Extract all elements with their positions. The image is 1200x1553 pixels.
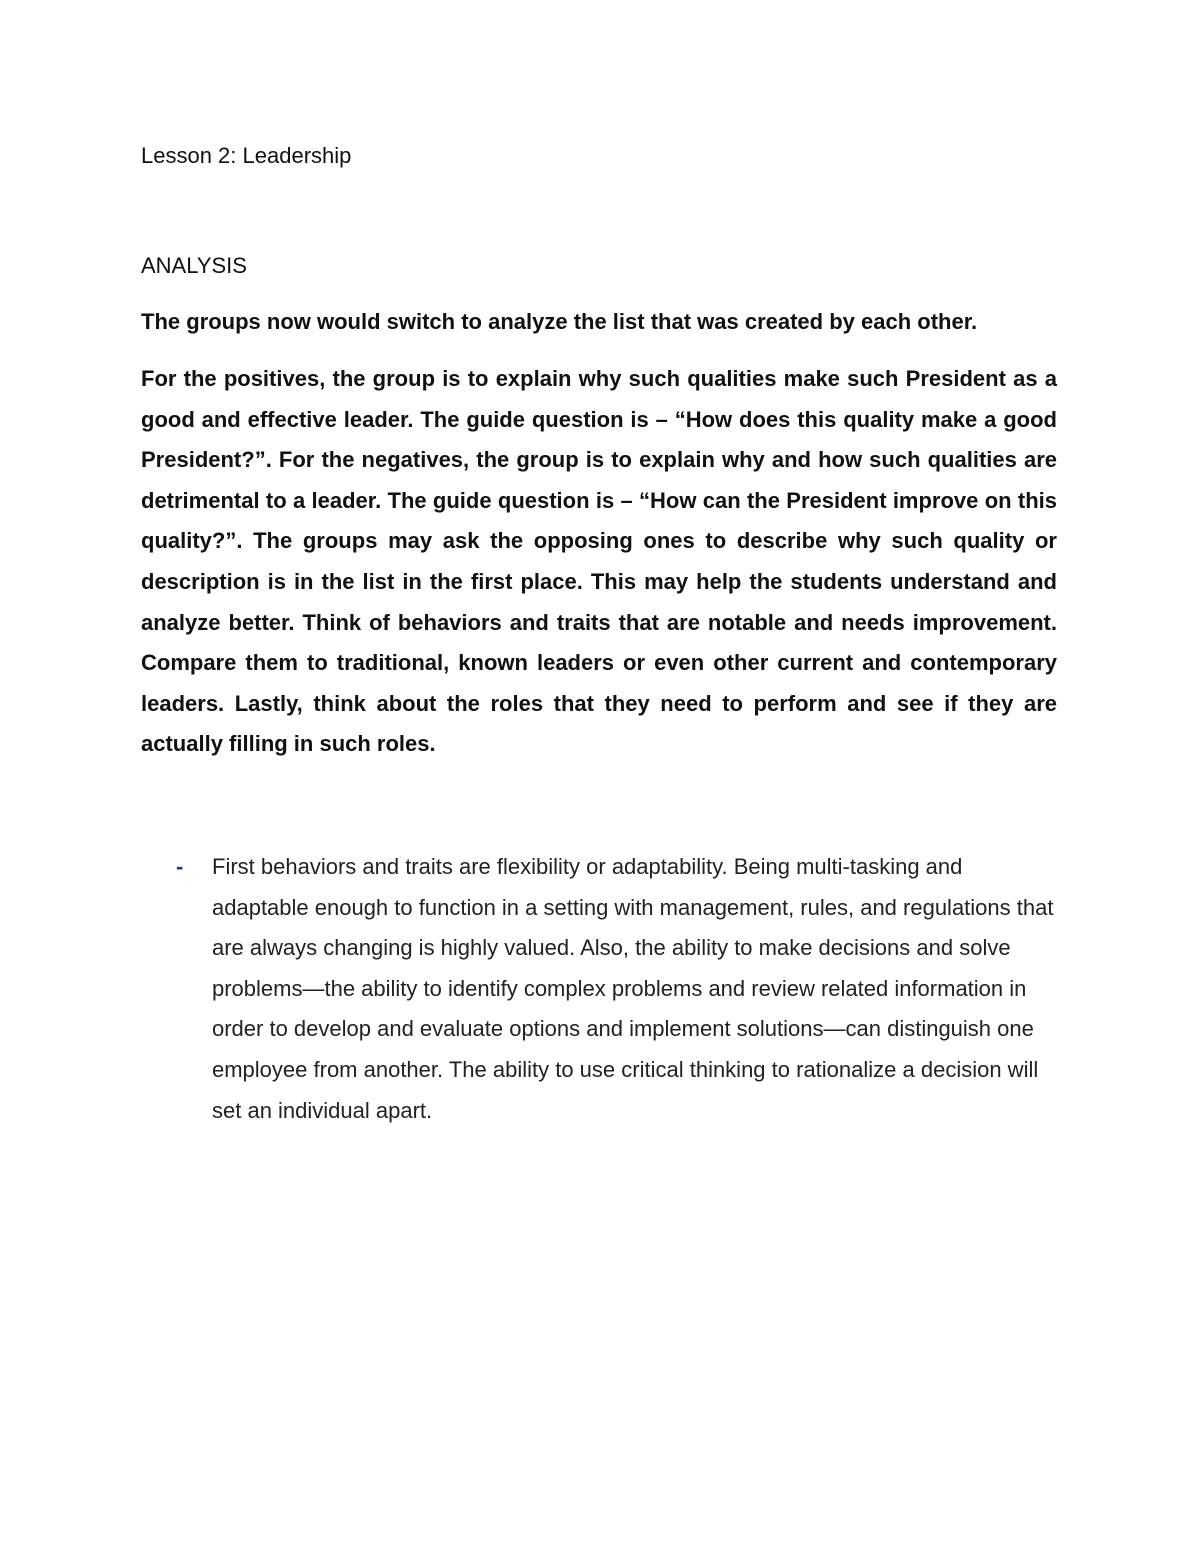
- section-heading: ANALYSIS: [141, 253, 247, 278]
- answer-text: First behaviors and traits are flexibility or adaptability. Being multi-tasking and adaptable enough to function in a setting with management, rules, and regulations that are always changing is highly valued. Also, the ability to make decisions and solve problems—the ability to identify complex problems and review related information in order to develop and evaluate options and implement solutions—can distinguish one employee from another. The ability to use critical thinking to rationalize a decision will set an individual apart.: [212, 853, 1054, 1123]
- intro-sentence: The groups now would switch to analyze the list that was created by each other.: [141, 309, 978, 334]
- answer-list: [141, 847, 1057, 1131]
- list-item: [141, 847, 1057, 1131]
- lesson-title: Lesson 2: Leadership: [141, 143, 352, 168]
- dash-bullet-icon: -: [176, 853, 184, 879]
- instructions-paragraph: For the positives, the group is to explain why such qualities make such President as a good and effective leader. The guide question is – “How does this quality make a good President?”. For the negatives, the group is to explain why and how such qualities are detrimental to a leader. The guide question is – “How can the President improve on this quality?”. The groups may ask the opposing ones to describe why such quality or description is in the list in the first place. This may help the students understand and analyze better. Think of behaviors and traits that are notable and needs improvement. Compare them to traditional, known leaders or even other current and contemporary leaders. Lastly, think about the roles that they need to perform and see if they are actually filling in such roles.: [141, 366, 1057, 757]
- document-content: [141, 139, 1057, 1131]
